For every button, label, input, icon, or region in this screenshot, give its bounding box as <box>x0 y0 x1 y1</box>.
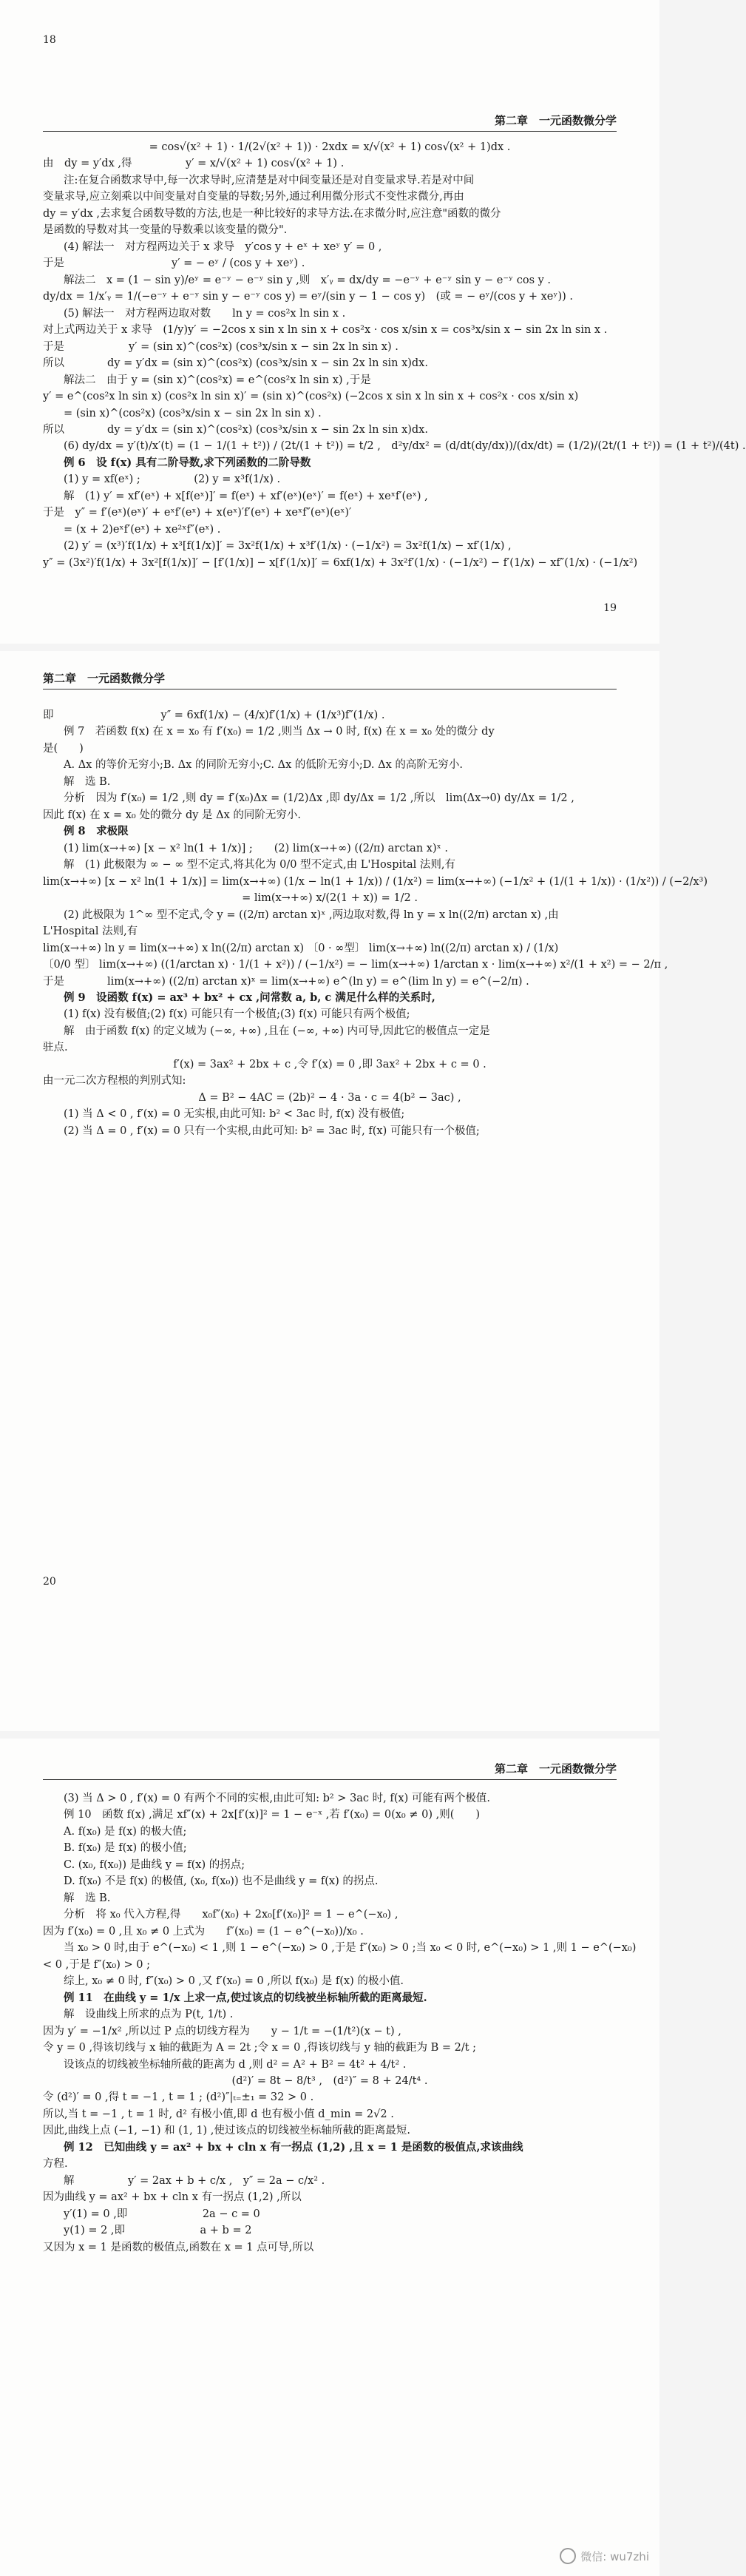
page-body <box>43 1790 637 2256</box>
text-line: 解 选 B. <box>64 775 111 788</box>
text-line: (6) dy/dx = y′(t)/x′(t) = (1 − 1/(1 + t²)) / (2t/(1 + t²)) = t/2 , d²y/dx² = (d/dt(dy/dx))/(dx/dt) = (1/2)/(2t/(1 + t²)) = (1 + t²)/(4t) . <box>64 440 746 453</box>
text-line: 分析 将 x₀ 代入方程,得 x₀f″(x₀) + 2x₀[f′(x₀)]² = 1 − e^(−x₀) , <box>64 1909 399 1921</box>
text-line: 解 由于函数 f(x) 的定义域为 (−∞, +∞) ,且在 (−∞, +∞) 内可导,因此它的极值点一定是 <box>64 1025 490 1037</box>
text-line: (4) 解法一 对方程两边关于 x 求导 y′cos y + eˣ + xeʸ y′ = 0 , <box>64 240 382 253</box>
text-line: 于是 y′ = − eʸ / (cos y + xeʸ) . <box>43 257 305 270</box>
text-line: 于是 y′ = (sin x)^(cos²x) (cos³x/sin x − sin 2x ln sin x) . <box>43 340 399 353</box>
example-heading: 例 12 已知曲线 y = ax² + bx + cln x 有一拐点 (1,2) ,且 x = 1 是函数的极值点,求该曲线 <box>64 2140 523 2154</box>
chapter-header: 第二章 一元函数微分学 <box>43 1761 617 1780</box>
text-line: lim(x→+∞) ln y = lim(x→+∞) x ln((2/π) arctan x) 〔0 · ∞型〕 lim(x→+∞) ln((2/π) arctan x) / (1/x) <box>43 942 559 954</box>
text-line: A. f(x₀) 是 f(x) 的极大值; <box>64 1825 187 1838</box>
text-line: 解 y′ = 2ax + b + c/x , y″ = 2a − c/x² . <box>64 2174 325 2187</box>
text-line: 于是 y″ = f′(eˣ)(eˣ)′ + eˣf′(eˣ) + x(eˣ)′f′(eˣ) + xeˣf″(eˣ)(eˣ)′ <box>43 507 352 519</box>
text-line: 因为曲线 y = ax² + bx + cln x 有一拐点 (1,2) ,所以 <box>43 2191 302 2204</box>
watermark <box>560 2548 649 2564</box>
text-line: 解 (1) y′ = xf′(eˣ) + x[f(eˣ)]′ = f(eˣ) + xf′(eˣ)(eˣ)′ = f(eˣ) + xeˣf′(eˣ) , <box>64 490 428 502</box>
text-line: 即 y″ = 6xf(1/x) − (4/x)f′(1/x) + (1/x³)f″(1/x) . <box>43 709 385 721</box>
text-line: < 0 ,于是 f″(x₀) > 0 ; <box>43 1958 150 1971</box>
example-heading: 例 8 求极限 <box>64 825 129 838</box>
text-line: (1) 当 Δ < 0 , f′(x) = 0 无实根,由此可知: b² < 3ac 时, f(x) 没有极值; <box>64 1108 405 1121</box>
example-heading: 例 6 设 f(x) 具有二阶导数,求下列函数的二阶导数 <box>64 456 311 469</box>
text-line: L'Hospital 法则,有 <box>43 925 138 938</box>
text-line: 是( ) <box>43 742 84 755</box>
example-heading: 例 9 设函数 f(x) = ax³ + bx² + cx ,问常数 a, b, c 满足什么样的关系时, <box>64 991 435 1004</box>
text-line: y′ = e^(cos²x ln sin x) (cos²x ln sin x)′ = (sin x)^(cos²x) (−2cos x sin x ln sin x + cos²x · cos x/sin x) <box>43 391 579 403</box>
text-line: 令 (d²)′ = 0 ,得 t = −1 , t = 1 ; (d²)″|ₜ₌±₁ = 32 > 0 . <box>43 2091 314 2104</box>
text-line: dy = y′dx ,去求复合函数导数的方法,也是一种比较好的求导方法.在求微分时,应注意"函数的微分 <box>43 207 501 220</box>
text-line: 〔0/0 型〕 lim(x→+∞) ((1/arctan x) · 1/(1 + x²)) / (−1/x²) = − lim(x→+∞) 1/arctan x · lim(x→+∞) x²/(1 + x²) = − 2/π , <box>43 959 668 971</box>
text-line: 对上式两边关于 x 求导 (1/y)y′ = −2cos x sin x ln sin x + cos²x · cos x/sin x = cos³x/sin x − sin 2x ln sin x . <box>43 324 608 337</box>
text-line: y″ = (3x²)′f(1/x) + 3x²[f(1/x)]′ − [f′(1/x)] − x[f′(1/x)]′ = 6xf(1/x) + 3x²f′(1/x) · (−1/x²) − f′(1/x) − xf″(1/x) · (−1/x²) <box>43 556 638 569</box>
text-line: Δ = B² − 4AC = (2b)² − 4 · 3a · c = 4(b² − 3ac) , <box>198 1091 461 1104</box>
text-line: 于是 lim(x→+∞) ((2/π) arctan x)ˣ = lim(x→+∞) e^(ln y) = e^(lim ln y) = e^(−2/π) . <box>43 975 529 988</box>
text-line: 由 dy = y′dx ,得 y′ = x/√(x² + 1) cos√(x² + 1) . <box>43 158 345 170</box>
chapter-header: 第二章 一元函数微分学 <box>43 112 617 132</box>
text-line: f′(x) = 3ax² + 2bx + c ,令 f′(x) = 0 ,即 3ax² + 2bx + c = 0 . <box>173 1058 486 1070</box>
text-line: = (x + 2)eˣf′(eˣ) + xe²ˣf″(eˣ) . <box>64 523 221 536</box>
text-line: y′(1) = 0 ,即 2a − c = 0 <box>64 2208 260 2220</box>
page-number: 19 <box>603 602 617 614</box>
text-line: 解法二 x = (1 − sin y)/eʸ = e⁻ʸ − e⁻ʸ sin y ,则 x′ᵧ = dx/dy = −e⁻ʸ + e⁻ʸ sin y − e⁻ʸ cos y . <box>64 274 552 286</box>
text-line: lim(x→+∞) [x − x² ln(1 + 1/x)] = lim(x→+∞) (1/x − ln(1 + 1/x)) / (1/x²) = lim(x→+∞) (−1/x² + (1/(1 + 1/x)) · (1/x²)) / (−2/x³) <box>43 875 708 888</box>
example-heading: 例 11 在曲线 y = 1/x 上求一点,使过该点的切线被坐标轴所截的距离最短. <box>64 1991 427 2004</box>
text-line: (1) lim(x→+∞) [x − x² ln(1 + 1/x)] ; (2) lim(x→+∞) ((2/π) arctan x)ˣ . <box>64 842 448 854</box>
text-line: 例 7 若函数 f(x) 在 x = x₀ 有 f′(x₀) = 1/2 ,则当 Δx → 0 时, f(x) 在 x = x₀ 处的微分 dy <box>64 726 495 738</box>
text-line: C. (x₀, f(x₀)) 是曲线 y = f(x) 的拐点; <box>64 1858 245 1871</box>
text-line: 综上, x₀ ≠ 0 时, f″(x₀) > 0 ,又 f′(x₀) = 0 ,所以 f(x₀) 是 f(x) 的极小值. <box>64 1975 404 1988</box>
page-20 <box>0 1739 659 2576</box>
page-body <box>43 707 708 1139</box>
page-19 <box>0 651 708 1731</box>
text-line: 例 10 函数 f(x) ,满足 xf″(x) + 2x[f′(x)]² = 1 − e⁻ˣ ,若 f′(x₀) = 0(x₀ ≠ 0) ,则( ) <box>64 1809 481 1821</box>
text-line: (5) 解法一 对方程两边取对数 ln y = cos²x ln sin x . <box>64 307 346 320</box>
text-line: = (sin x)^(cos²x) (cos³x/sin x − sin 2x ln sin x) . <box>64 407 322 419</box>
text-line: 又因为 x = 1 是函数的极值点,函数在 x = 1 点可导,所以 <box>43 2241 314 2253</box>
text-line: dy/dx = 1/x′ᵧ = 1/(−e⁻ʸ + e⁻ʸ sin y − e⁻ʸ cos y) = eʸ/(sin y − 1 − cos y) (或 = − eʸ/(cos y + xeʸ)) . <box>43 291 574 303</box>
text-line: 所以 dy = y′dx = (sin x)^(cos²x) (cos³x/sin x − sin 2x ln sin x)dx. <box>43 423 428 436</box>
watermark-text: 微信: wu7zhi <box>580 2549 649 2563</box>
text-line: y(1) = 2 ,即 a + b = 2 <box>64 2225 252 2237</box>
text-line: (3) 当 Δ > 0 , f′(x) = 0 有两个不同的实根,由此可知: b² > 3ac 时, f(x) 可能有两个极值. <box>64 1793 490 1804</box>
page-number: 18 <box>43 34 56 46</box>
wechat-icon <box>560 2548 576 2564</box>
text-line: 驻点. <box>43 1042 68 1054</box>
page-number: 20 <box>43 1576 56 1588</box>
text-line: 分析 因为 f′(x₀) = 1/2 ,则 dy = f′(x₀)Δx = (1/2)Δx ,即 dy/Δx = 1/2 ,所以 lim(Δx→0) dy/Δx = 1/2 , <box>64 792 574 805</box>
text-line: B. f(x₀) 是 f(x) 的极小值; <box>64 1842 187 1855</box>
text-line: (1) y = xf(eˣ) ; (2) y = x³f(1/x) . <box>64 473 281 486</box>
page-body <box>43 139 746 571</box>
text-line: A. Δx 的等价无穷小;B. Δx 的同阶无穷小;C. Δx 的低阶无穷小;D. Δx 的高阶无穷小. <box>64 759 463 772</box>
text-line: 解 (1) 此极限为 ∞ − ∞ 型不定式,将其化为 0/0 型不定式,由 L'Hospital 法则,有 <box>64 859 455 871</box>
text-line: 因为 y′ = −1/x² ,所以过 P 点的切线方程为 y − 1/t = −(1/t²)(x − t) , <box>43 2025 401 2037</box>
text-line: 所以,当 t = −1 , t = 1 时, d² 有极小值,即 d 也有极小值 d_min = 2√2 . <box>43 2108 394 2120</box>
text-line: 注:在复合函数求导中,每一次求导时,应清楚是对中间变量还是对自变量求导.若是对中间 <box>64 174 475 186</box>
text-line: 当 x₀ > 0 时,由于 e^(−x₀) < 1 ,则 1 − e^(−x₀) > 0 ,于是 f″(x₀) > 0 ;当 x₀ < 0 时, e^(−x₀) > 1 ,则 1 − e^(−x₀) <box>64 1942 637 1955</box>
text-line: (2) 当 Δ = 0 , f′(x) = 0 只有一个实根,由此可知: b² = 3ac 时, f(x) 可能只有一个极值; <box>64 1125 480 1137</box>
text-line: 因此,曲线上点 (−1, −1) 和 (1, 1) ,使过该点的切线被坐标轴所截的距离最短. <box>43 2125 411 2137</box>
text-line: = lim(x→+∞) x/(2(1 + x)) = 1/2 . <box>242 892 418 905</box>
text-line: (1) f(x) 没有极值;(2) f(x) 可能只有一个极值;(3) f(x) 可能只有两个极值; <box>64 1008 410 1021</box>
chapter-header: 第二章 一元函数微分学 <box>43 670 617 689</box>
text-line: (d²)′ = 8t − 8/t³ , (d²)″ = 8 + 24/t⁴ . <box>231 2074 428 2087</box>
text-line: D. f(x₀) 不是 f(x) 的极值, (x₀, f(x₀)) 也不是曲线 y = f(x) 的拐点. <box>64 1875 379 1888</box>
text-line: 解 设曲线上所求的点为 P(t, 1/t) . <box>64 2009 234 2021</box>
text-line: 因此 f(x) 在 x = x₀ 处的微分 dy 是 Δx 的同阶无穷小. <box>43 809 301 821</box>
text-line: (2) y′ = (x³)′f(1/x) + x³[f(1/x)]′ = 3x²f(1/x) + x³f′(1/x) · (−1/x²) = 3x²f(1/x) − xf′(1/x) , <box>64 540 512 553</box>
text-line: 令 y = 0 ,得该切线与 x 轴的截距为 A = 2t ;令 x = 0 ,得该切线与 y 轴的截距为 B = 2/t ; <box>43 2042 477 2054</box>
text-line: 解法二 由于 y = (sin x)^(cos²x) = e^(cos²x ln sin x) ,于是 <box>64 374 371 386</box>
text-line: 由一元二次方程根的判别式知: <box>43 1075 186 1088</box>
text-line: = cos√(x² + 1) · 1/(2√(x² + 1)) · 2xdx = x/√(x² + 1) cos√(x² + 1)dx . <box>149 141 511 153</box>
text-line: (2) 此极限为 1^∞ 型不定式,令 y = ((2/π) arctan x)ˣ ,两边取对数,得 ln y = x ln((2/π) arctan x) ,由 <box>64 908 559 921</box>
text-line: 变量求导,应立刻乘以中间变量对自变量的导数;另外,通过利用微分形式不变性求微分,再由 <box>43 191 464 203</box>
text-line: 方程. <box>43 2158 68 2171</box>
text-line: 解 选 B. <box>64 1892 111 1904</box>
text-line: 因为 f′(x₀) = 0 ,且 x₀ ≠ 0 上式为 f″(x₀) = (1 − e^(−x₀))/x₀ . <box>43 1925 364 1938</box>
text-line: 是函数的导数对其一变量的导数乘以该变量的微分". <box>43 224 288 237</box>
text-line: 所以 dy = y′dx = (sin x)^(cos²x) (cos³x/sin x − sin 2x ln sin x)dx. <box>43 357 428 370</box>
page-18 <box>0 0 746 644</box>
text-line: 设该点的切线被坐标轴所截的距离为 d ,则 d² = A² + B² = 4t² + 4/t² . <box>64 2058 407 2071</box>
